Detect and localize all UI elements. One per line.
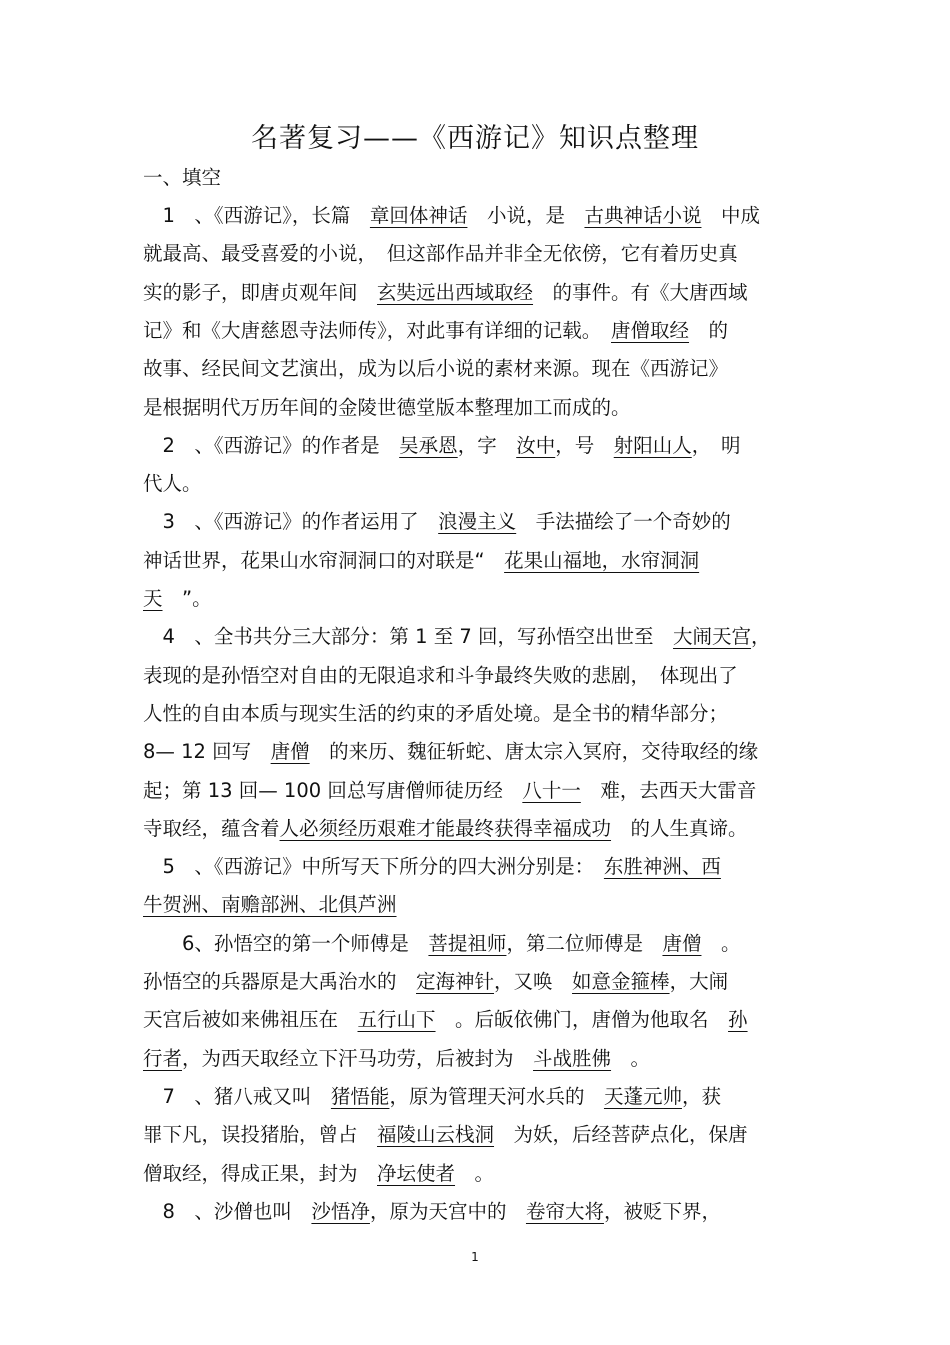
text-segment: 实的影子，即唐贞观年间: [143, 280, 378, 304]
text-line: [143, 968, 728, 996]
text-segment: 1 、《西游记》，长篇: [143, 204, 370, 227]
text-line: [143, 394, 631, 422]
text-segment: 表现的是孙悟空对自由的无限追求和斗争最终失败的悲剧， 体现出了: [143, 663, 738, 687]
text-segment: ，: [751, 625, 771, 649]
answer-blank: 人必须经历艰难才能最终获得幸福成功: [279, 816, 612, 840]
text-line: [143, 853, 721, 881]
text-line: [143, 508, 731, 536]
answer-blank: 五行山下: [357, 1008, 436, 1032]
text-segment: ，又唤: [494, 970, 573, 993]
section-heading: 一、填空: [143, 166, 222, 189]
answer-blank: 古典神话小说: [584, 204, 702, 227]
text-segment: 代人。: [143, 472, 202, 496]
text-segment: 的来历、魏征斩蛇、唐太宗入冥府，交待取经的缘: [309, 740, 759, 764]
text-segment: 故事、经民间文艺演出，成为以后小说的素材来源。现在《西游记》: [143, 357, 729, 381]
answer-blank: 章回体神话: [369, 204, 468, 227]
text-segment: 罪下凡，误投猪胎，曾占: [143, 1123, 378, 1147]
text-segment: 人性的自由本质与现实生活的约束的矛盾处境。是全书的精华部分；: [143, 701, 729, 725]
text-segment: 手法描绘了一个奇妙的: [516, 510, 731, 534]
answer-blank: 汝中: [516, 433, 556, 457]
text-segment: 8— 12 回写: [143, 740, 271, 764]
answer-blank: 唐僧: [270, 740, 310, 764]
text-segment: 3 、《西游记》的作者运用了: [143, 510, 439, 534]
text-line: [143, 1006, 748, 1034]
text-line: [143, 470, 202, 498]
answer-blank: 东胜神洲、西: [603, 855, 721, 879]
answer-blank: 卷帘大将: [525, 1199, 604, 1223]
text-segment: ，被贬下界，: [603, 1199, 721, 1223]
text-segment: 寺取经，蕴含着: [143, 816, 280, 840]
text-segment: 就最高、最受喜爱的小说， 但这部作品并非全无依傍，它有着历史真: [143, 242, 738, 266]
answer-blank: 净坛使者: [377, 1161, 456, 1185]
text-segment: 天宫后被如来佛祖压在: [143, 1008, 358, 1032]
text-segment: 8 、沙僧也叫: [143, 1199, 312, 1223]
text-line: [143, 738, 758, 766]
text-segment: 5 、《西游记》中所写天下所分的四大洲分别是：: [143, 855, 604, 879]
answer-blank: 天蓬元帅: [603, 1084, 682, 1108]
text-line: [143, 777, 756, 805]
answer-blank: 射阳山人: [613, 433, 692, 457]
text-segment: 4 、全书共分三大部分：第 1 至 7 回，写孙悟空出世至: [143, 625, 674, 649]
text-segment: ”。: [162, 587, 212, 610]
text-segment: ，大闹: [669, 970, 729, 993]
text-segment: 。: [701, 931, 741, 955]
text-segment: ，号: [555, 433, 614, 457]
answer-blank: 猪悟能: [330, 1084, 390, 1108]
text-segment: 孙悟空的兵器原是大禹治水的: [143, 970, 417, 993]
text-segment: 。: [611, 1046, 651, 1070]
text-segment: 的事件。有《大唐西域: [533, 280, 748, 304]
answer-blank: 浪漫主义: [438, 510, 517, 534]
text-line: [143, 1121, 748, 1149]
answer-blank: 八十一: [522, 778, 581, 802]
answer-blank: 天: [143, 587, 163, 610]
text-segment: 的人生真谛。: [611, 816, 748, 840]
text-segment: 。: [455, 1161, 495, 1185]
text-line: [143, 1045, 650, 1073]
text-segment: 为妖，后经菩萨点化，保唐: [494, 1123, 748, 1147]
text-segment: ， 明: [691, 433, 741, 457]
text-line: [143, 585, 212, 613]
answer-blank: 如意金箍棒: [572, 970, 670, 993]
answer-blank: 吴承恩: [399, 433, 458, 457]
text-segment: 是根据明代万历年间的金陵世德堂版本整理加工而成的。: [143, 395, 631, 419]
page-title: 名著复习——《西游记》知识点整理: [251, 123, 699, 154]
text-line: [143, 355, 728, 383]
answer-blank: 菩提祖师: [428, 931, 507, 955]
text-line: [143, 432, 741, 460]
text-segment: ，为西天取经立下汗马功劳，后被封为: [182, 1046, 534, 1070]
text-segment: 2 、《西游记》的作者是: [143, 433, 400, 457]
text-line: [143, 815, 748, 843]
text-line: [143, 547, 699, 575]
text-segment: 僧取经，得成正果，封为: [143, 1161, 378, 1185]
answer-blank: 沙悟净: [311, 1199, 370, 1223]
text-segment: ，原为管理天河水兵的: [389, 1084, 604, 1108]
answer-blank: 花果山福地，水帘洞洞: [504, 548, 700, 572]
answer-blank: 定海神针: [416, 970, 495, 993]
text-segment: 神话世界，花果山水帘洞洞口的对联是“: [143, 548, 505, 572]
text-segment: 小说，是: [467, 204, 585, 227]
text-segment: 记》和《大唐慈恩寺法师传》，对此事有详细的记载。: [143, 318, 612, 342]
text-segment: 起；第 13 回— 100 回总写唐僧师徒历经: [143, 778, 523, 802]
text-segment: 6、孙悟空的第一个师傅是: [143, 931, 429, 955]
text-line: [143, 1083, 721, 1111]
text-segment: 。后皈依佛门，唐僧为他取名: [435, 1008, 729, 1032]
answer-blank: 牛贺洲、南赡部洲、北俱芦洲: [143, 893, 397, 917]
text-segment: ，原为天宫中的: [369, 1199, 526, 1223]
text-line: [143, 202, 760, 230]
text-line: [143, 1198, 721, 1226]
answer-blank: 玄奘远出西域取经: [377, 280, 534, 304]
text-segment: 中成: [701, 204, 760, 227]
text-line: [143, 240, 738, 268]
text-line: [143, 623, 771, 651]
answer-blank: 唐僧: [662, 931, 702, 955]
answer-blank: 唐僧取经: [611, 318, 690, 342]
text-line: [143, 891, 397, 919]
text-segment: ，获: [681, 1084, 721, 1108]
answer-blank: 斗战胜佛: [533, 1046, 612, 1070]
text-segment: ，字: [457, 433, 517, 457]
text-line: [143, 279, 748, 307]
answer-blank: 行者: [143, 1046, 183, 1070]
text-line: [143, 1160, 494, 1188]
answer-blank: 福陵山云栈洞: [377, 1123, 495, 1147]
text-segment: 难，去西天大雷音: [580, 778, 757, 802]
text-line: [143, 317, 728, 345]
text-line: [143, 662, 738, 690]
page-number: 1: [471, 1250, 479, 1264]
answer-blank: 大闹天宫: [673, 625, 752, 649]
text-segment: 7 、猪八戒又叫: [143, 1084, 331, 1108]
text-line: [143, 930, 740, 958]
text-line: [143, 700, 728, 728]
text-segment: 的: [689, 318, 729, 342]
answer-blank: 孙: [728, 1008, 748, 1032]
text-segment: ，第二位师傅是: [506, 931, 663, 955]
